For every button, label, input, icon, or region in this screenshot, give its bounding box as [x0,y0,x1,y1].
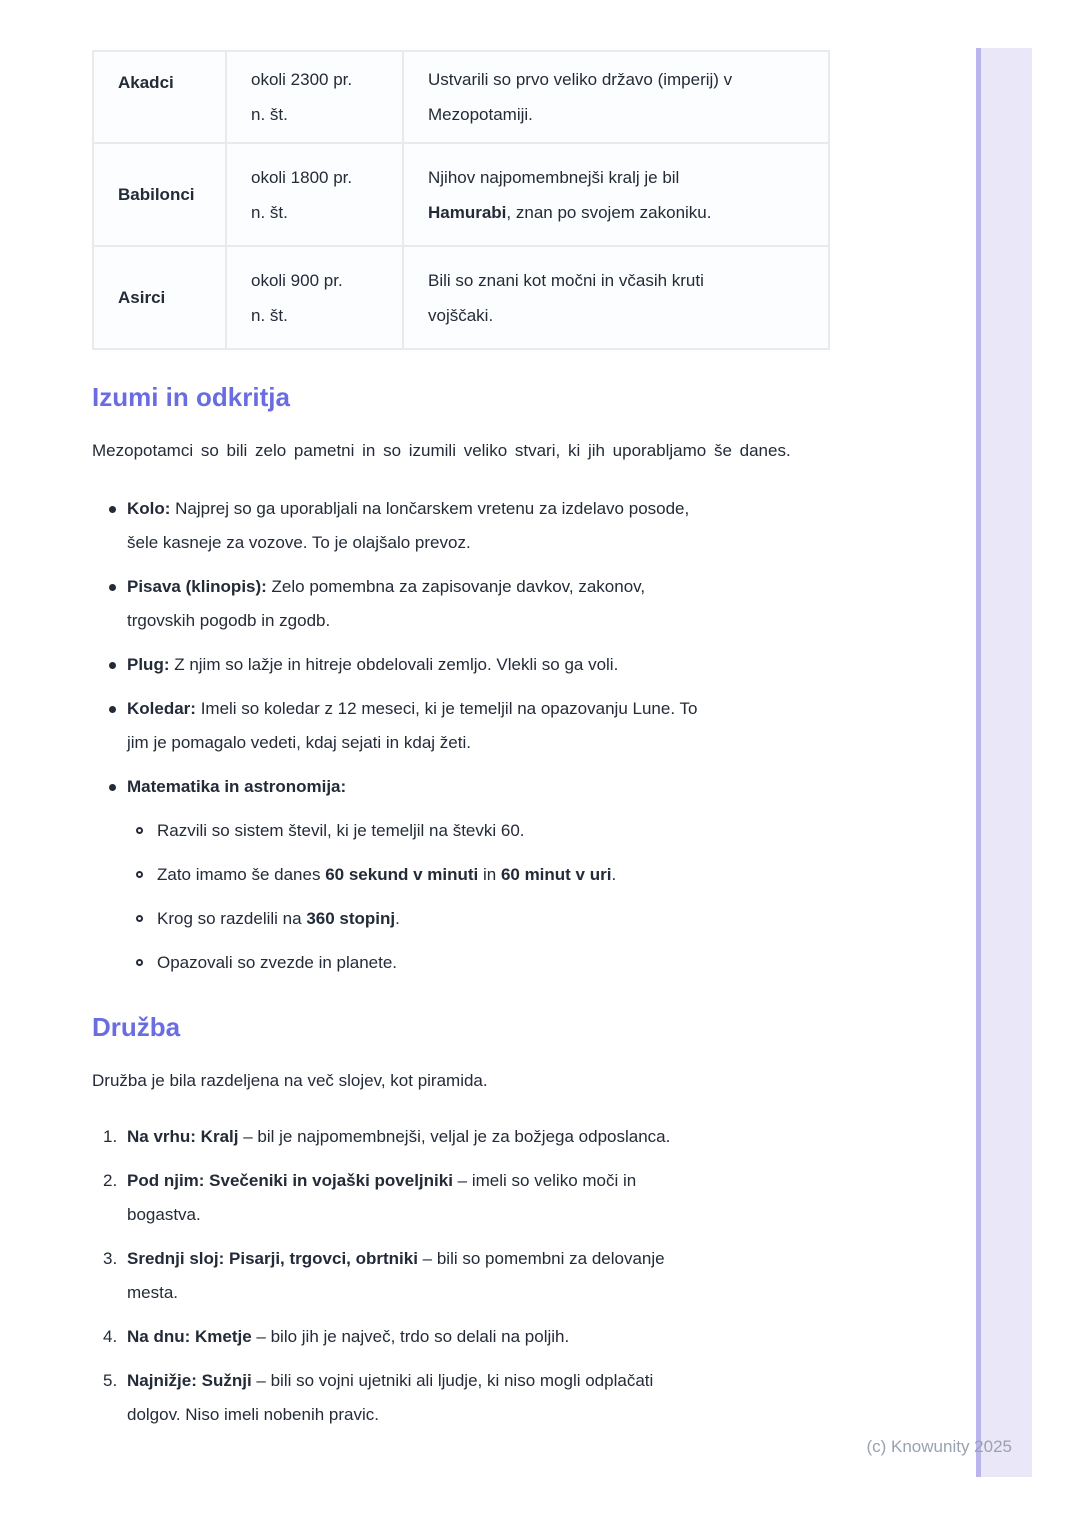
document-content [92,50,830,1442]
list-number: 3. [103,1249,118,1268]
list-item-writing [92,570,830,638]
society-intro-paragraph: Družba je bila razdeljena na več slojev, kot piramida. [92,1071,488,1090]
list-item-text: Pisava (klinopis): Zelo pomembna za zapisovanje davkov, zakonov, trgovskih pogodb in zgodb. [127,577,646,630]
list-item-text: Opazovali so zvezde in planete. [157,953,398,972]
sublist-item [127,946,830,980]
list-number: 2. [103,1171,118,1190]
list-item-text: Pod njim: Svečeniki in vojaški poveljniki – imeli so veliko moči in bogastva. [127,1171,637,1224]
page-edge-bar [976,48,1032,1477]
table-row [93,51,829,143]
list-item-wheel [92,492,830,560]
sublist-item [127,858,830,892]
civilization-name: Babilonci [93,143,226,246]
list-item-text: Matematika in astronomija: [127,777,347,796]
civilization-description: Ustvarili so prvo veliko državo (imperij) v Mezopotamiji. [403,51,829,143]
list-item-middle-class [92,1242,830,1310]
section-heading-society: Družba [92,1012,181,1042]
civilization-description: Njihov najpomembnejši kralj je bil Hamurabi, znan po svojem zakoniku. [403,143,829,246]
inventions-intro-paragraph: Mezopotamci so bili zelo pametni in so izumili veliko stvari, ki jih uporabljamo še danes. [92,441,791,460]
list-item-text: Razvili so sistem števil, ki je temeljil na števki 60. [157,821,525,840]
copyright-watermark: (c) Knowunity 2025 [866,1437,1012,1456]
civilization-description: Bili so znani kot močni in včasih kruti vojščaki. [403,246,829,349]
list-item-text: Zato imamo še danes 60 sekund v minuti in 60 minut v uri. [157,865,617,884]
civilizations-table [92,50,830,350]
list-item-farmers [92,1320,830,1354]
list-item-text: Plug: Z njim so lažje in hitreje obdelovali zemljo. Vlekli so ga voli. [127,655,619,674]
list-item-plough [92,648,830,682]
sublist-item [127,902,830,936]
list-item-priests [92,1164,830,1232]
list-item-text: Krog so razdelili na 360 stopinj. [157,909,400,928]
list-item-math-astronomy [92,770,830,980]
sublist-item [127,814,830,848]
society-layers-list [92,1120,830,1432]
list-item-text: Najnižje: Sužnji – bili so vojni ujetniki ali ljudje, ki niso mogli odplačati dolgov. Niso imeli nobenih pravic. [127,1371,654,1424]
civilization-date: okoli 2300 pr. n. št. [226,51,403,143]
list-item-text: Na dnu: Kmetje – bilo jih je največ, trdo so delali na poljih. [127,1327,570,1346]
math-astronomy-sublist [127,814,830,980]
list-number: 5. [103,1371,118,1390]
list-item-text: Srednji sloj: Pisarji, trgovci, obrtniki – bili so pomembni za delovanje mesta. [127,1249,665,1302]
list-item-slaves [92,1364,830,1432]
list-item-text: Koledar: Imeli so koledar z 12 meseci, ki je temeljil na opazovanju Lune. To jim je pomagalo vedeti, kdaj sejati in kdaj žeti. [127,699,698,752]
civilization-name: Akadci [93,51,226,143]
list-number: 4. [103,1327,118,1346]
civilization-name: Asirci [93,246,226,349]
list-item-king [92,1120,830,1154]
inventions-list [92,492,830,980]
table-row [93,246,829,349]
list-item-text: Kolo: Najprej so ga uporabljali na lončarskem vretenu za izdelavo posode, šele kasneje za vozove. To je olajšalo prevoz. [127,499,690,552]
civilization-date: okoli 1800 pr. n. št. [226,143,403,246]
list-number: 1. [103,1127,118,1146]
list-item-calendar [92,692,830,760]
table-row [93,143,829,246]
section-heading-inventions: Izumi in odkritja [92,382,290,412]
list-item-text: Na vrhu: Kralj – bil je najpomembnejši, veljal je za božjega odposlanca. [127,1127,671,1146]
civilization-date: okoli 900 pr. n. št. [226,246,403,349]
